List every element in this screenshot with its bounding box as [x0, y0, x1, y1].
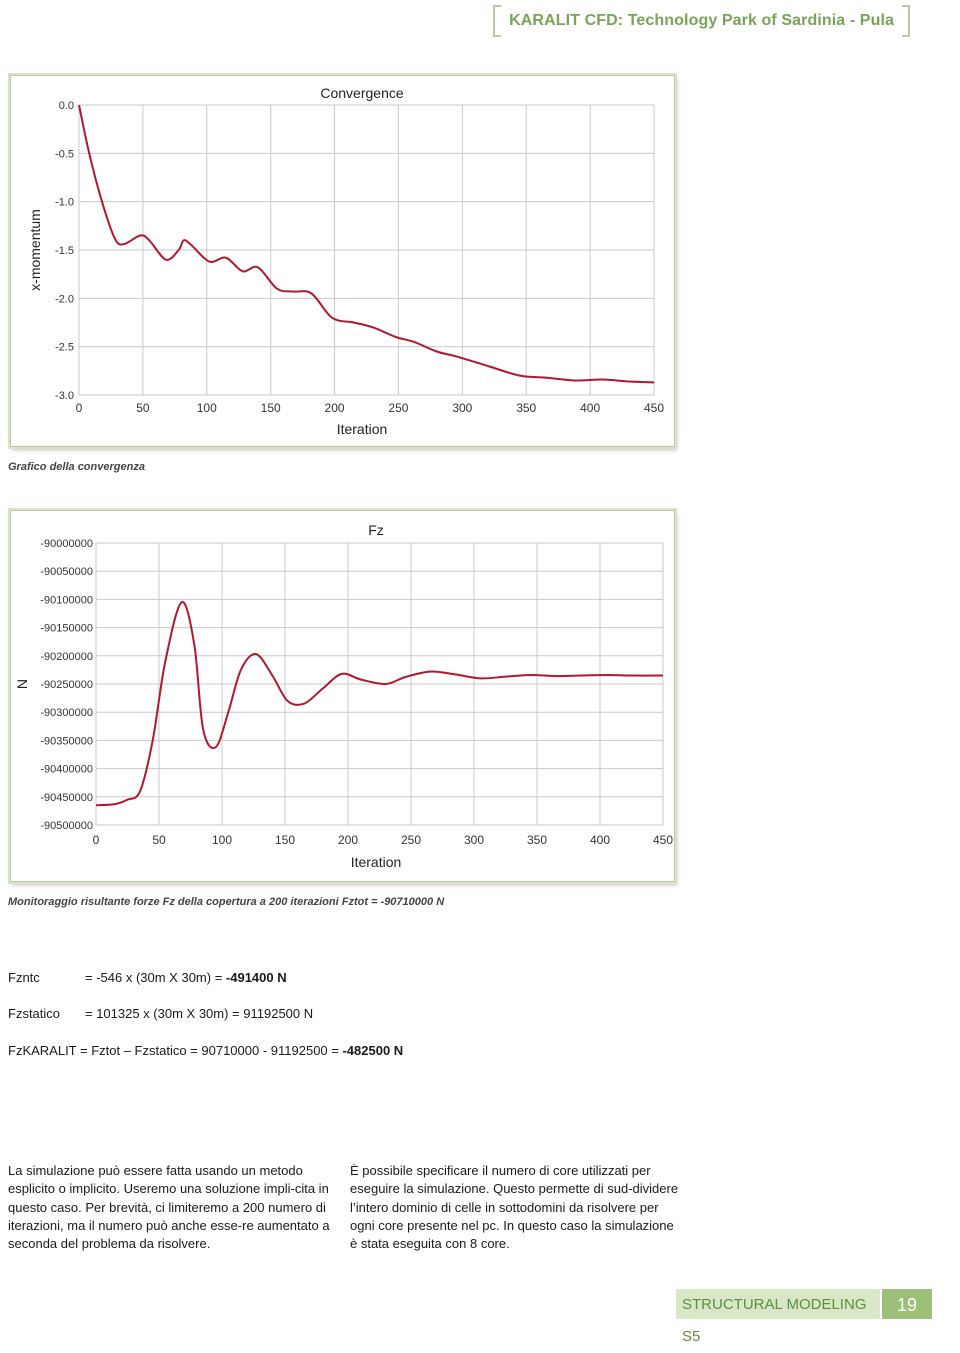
x-tick-label: 450: [643, 401, 665, 415]
series-line: [79, 105, 654, 382]
x-tick-label: 300: [452, 401, 473, 415]
y-tick-label: -90150000: [40, 622, 93, 635]
y-tick-label: -2.0: [55, 293, 74, 306]
x-tick-label: 350: [516, 401, 537, 415]
x-tick-label: 400: [580, 401, 601, 415]
x-tick-label: 150: [274, 833, 296, 847]
y-axis-title: x-momentum: [27, 209, 43, 291]
fzstatico-expression: = 101325 x (30m X 30m) = 91192500 N: [85, 1006, 314, 1021]
chart-title: Convergence: [320, 85, 404, 101]
x-tick-label: 0: [92, 833, 100, 847]
fzntc-label: Fzntc: [8, 970, 40, 985]
header-bracket-left: [493, 5, 501, 37]
y-tick-label: -90450000: [40, 791, 93, 804]
y-tick-label: -90500000: [40, 820, 93, 832]
x-tick-label: 0: [75, 401, 83, 415]
x-axis-title: Iteration: [336, 421, 388, 437]
header-title: KARALIT CFD: Technology Park of Sardinia - Pula: [509, 12, 894, 29]
y-tick-label: -1.0: [55, 196, 74, 209]
page-footer: [676, 1289, 932, 1345]
series-line: [96, 602, 663, 805]
x-axis-title: Iteration: [350, 854, 402, 870]
x-tick-label: 50: [152, 833, 166, 847]
x-tick-label: 100: [211, 833, 233, 847]
fz-chart-svg: [11, 511, 674, 881]
page-number: 19: [882, 1289, 932, 1319]
y-tick-label: 0.0: [58, 100, 74, 112]
y-tick-label: -90200000: [40, 650, 93, 663]
x-tick-label: 50: [136, 401, 150, 415]
chart-title: Fz: [368, 522, 384, 538]
y-axis-title: N: [14, 678, 30, 690]
x-tick-label: 200: [324, 401, 345, 415]
convergence-chart: [10, 75, 675, 447]
fzkaralit-expression: FzKARALIT = Fztot – Fzstatico = 90710000 - 91192500 =: [8, 1043, 343, 1058]
page-header: [493, 6, 910, 36]
body-paragraph-right: È possibile specificare il numero di core utilizzati per eseguire la simulazione. Questo permette di sud-dividere l’intero dominio di celle in sottodomini da risolvere per ogni core presente nel pc. In questo caso la simulazione è stata eseguita con 8 core.: [350, 1163, 679, 1252]
y-tick-label: -3.0: [55, 390, 74, 402]
x-tick-label: 200: [337, 833, 359, 847]
x-tick-label: 350: [526, 833, 548, 847]
x-tick-label: 450: [652, 833, 674, 847]
y-tick-label: -2.5: [55, 341, 74, 354]
x-tick-label: 150: [260, 401, 281, 415]
convergence-caption: Grafico della convergenza: [8, 461, 145, 473]
fz-chart: [10, 510, 675, 882]
y-tick-label: -1.5: [55, 245, 74, 257]
footer-section-label: STRUCTURAL MODELING S5: [676, 1289, 880, 1319]
body-paragraph-left: La simulazione può essere fatta usando un metodo esplicito o implicito. Useremo una soluzione impli-cita in questo caso. Per brevità, ci limiteremo a 200 numero di iterazioni, ma il numero può anche esse-re aumentato a seconda del problema da risolvere.: [8, 1163, 330, 1252]
fzstatico-label: Fzstatico: [8, 1006, 61, 1021]
y-tick-label: -90350000: [40, 735, 93, 748]
y-tick-label: -90250000: [40, 679, 93, 691]
y-tick-label: -90400000: [40, 763, 93, 776]
y-tick-label: -0.5: [55, 148, 74, 161]
y-tick-label: -90000000: [40, 538, 93, 550]
x-tick-label: 250: [388, 401, 409, 415]
fzkaralit-result: -482500 N: [342, 1043, 404, 1058]
y-tick-label: -90050000: [40, 566, 93, 579]
forces-caption: Monitoraggio risultante forze Fz della copertura a 200 iterazioni Fztot = -90710000 N: [8, 896, 445, 908]
y-tick-label: -90300000: [40, 707, 93, 720]
x-tick-label: 250: [400, 833, 422, 847]
x-tick-label: 100: [196, 401, 217, 415]
x-tick-label: 300: [463, 833, 485, 847]
header-bracket-right: [902, 5, 910, 37]
fzntc-expression: = -546 x (30m X 30m) =: [85, 970, 226, 985]
fzntc-result: -491400 N: [225, 970, 287, 985]
y-tick-label: -90100000: [40, 594, 93, 607]
x-tick-label: 400: [589, 833, 611, 847]
convergence-chart-svg: [11, 76, 674, 446]
